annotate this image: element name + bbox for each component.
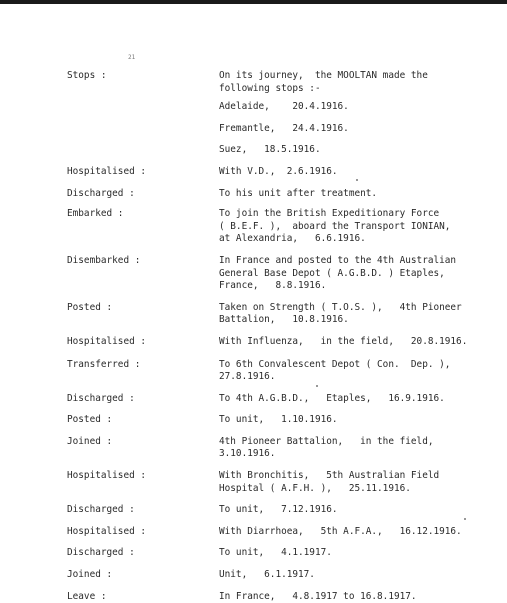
- entry-text: [219, 569, 499, 582]
- entry-text-line: 27.8.1916.: [219, 371, 276, 383]
- entry-text-line: ( B.E.F. ), aboard the Transport IONIAN,: [219, 220, 451, 232]
- entry-label: Hospitalised :: [67, 470, 147, 482]
- entry-label: Stops :: [67, 70, 107, 81]
- entry-text: [219, 436, 499, 461]
- entry-text-line: at Alexandria, 6.6.1916.: [219, 233, 366, 245]
- entry-label: Hospitalised :: [67, 165, 147, 177]
- entry-text-line: In France and posted to the 4th Australian: [219, 254, 457, 266]
- record-entry: [0, 504, 507, 517]
- entry-text: [219, 101, 499, 114]
- entry-text: [219, 144, 499, 157]
- entry-text-line: following stops :-: [219, 82, 321, 94]
- entry-text-line: Adelaide, 20.4.1916.: [219, 101, 349, 113]
- record-entry: [0, 470, 507, 495]
- entry-label: Discharged :: [67, 392, 135, 404]
- entry-text: [219, 208, 499, 246]
- record-entry: [0, 166, 507, 179]
- entry-text-line: General Base Depot ( A.G.B.D. ) Etaples,: [219, 267, 445, 279]
- top-edge-rule: [0, 0, 507, 4]
- record-entry: [0, 359, 507, 384]
- entry-text-line: With Influenza, in the field, 20.8.1916.: [219, 335, 468, 347]
- entry-text: [219, 302, 499, 327]
- entry-text: [219, 123, 499, 136]
- entry-label: Leave :: [67, 590, 107, 602]
- record-entry: [0, 547, 507, 560]
- record-entry: [0, 569, 507, 582]
- record-entry: [0, 302, 507, 327]
- record-entry: [0, 123, 507, 136]
- entry-label: Hospitalised :: [67, 335, 147, 347]
- entry-text: [219, 336, 499, 349]
- entry-text-line: Unit, 6.1.1917.: [219, 569, 315, 581]
- entry-text: [219, 255, 499, 293]
- record-entry: [0, 70, 507, 95]
- entry-text-line: To his unit after treatment.: [219, 187, 378, 199]
- entry-text: [219, 470, 499, 495]
- entry-text-line: 3.10.1916.: [219, 448, 276, 460]
- record-entry: [0, 591, 507, 603]
- entry-text-line: To join the British Expeditionary Force: [219, 208, 440, 220]
- entry-text-line: Fremantle, 24.4.1916.: [219, 122, 349, 134]
- entry-text: [219, 70, 499, 95]
- entry-label: Posted :: [67, 414, 113, 426]
- entry-text-line: To unit, 1.10.1916.: [219, 414, 338, 426]
- entry-text-line: With Bronchitis, 5th Australian Field: [219, 470, 440, 482]
- entry-label: Embarked :: [67, 208, 124, 220]
- entry-text: [219, 547, 499, 560]
- record-entry: [0, 208, 507, 246]
- record-entry: [0, 393, 507, 406]
- entry-label: Disembarked :: [67, 254, 141, 266]
- entry-label: Joined :: [67, 569, 113, 581]
- record-entry: [0, 436, 507, 461]
- entry-text: [219, 591, 499, 603]
- entry-text: [219, 359, 499, 384]
- entry-text-line: Suez, 18.5.1916.: [219, 144, 321, 156]
- entry-text-line: With V.D., 2.6.1916.: [219, 165, 338, 177]
- entry-text: [219, 166, 499, 179]
- entry-label: Transferred :: [67, 358, 141, 370]
- entry-text-line: In France, 4.8.1917 to 16.8.1917.: [219, 590, 417, 602]
- entry-text: [219, 188, 499, 201]
- record-entry: [0, 255, 507, 293]
- record-entry: [0, 414, 507, 427]
- entry-text-line: Battalion, 10.8.1916.: [219, 314, 349, 326]
- ink-speck: [316, 385, 318, 387]
- record-entry: [0, 188, 507, 201]
- entry-text: [219, 504, 499, 517]
- entry-text-line: To 6th Convalescent Depot ( Con. Dep. ),: [219, 358, 451, 370]
- page-mark: 21: [128, 54, 136, 61]
- entry-label: Discharged :: [67, 187, 135, 199]
- record-entry: [0, 101, 507, 114]
- entry-label: Joined :: [67, 435, 113, 447]
- entry-label: Discharged :: [67, 504, 135, 516]
- entry-label: Discharged :: [67, 547, 135, 559]
- record-entry: [0, 144, 507, 157]
- record-entry: [0, 526, 507, 539]
- service-record-document: [0, 70, 507, 603]
- entry-text-line: Taken on Strength ( T.O.S. ), 4th Pioneer: [219, 301, 462, 313]
- entry-text-line: To 4th A.G.B.D., Etaples, 16.9.1916.: [219, 392, 445, 404]
- entry-text-line: To unit, 4.1.1917.: [219, 547, 332, 559]
- entry-text: [219, 393, 499, 406]
- ink-speck: [464, 518, 466, 520]
- entry-label: Hospitalised :: [67, 525, 147, 537]
- entry-text-line: France, 8.8.1916.: [219, 280, 327, 292]
- entry-text-line: Hospital ( A.F.H. ), 25.11.1916.: [219, 482, 411, 494]
- entry-text-line: 4th Pioneer Battalion, in the field,: [219, 435, 434, 447]
- entry-text: [219, 414, 499, 427]
- entry-text-line: With Diarrhoea, 5th A.F.A., 16.12.1916.: [219, 525, 462, 537]
- record-entry: [0, 336, 507, 349]
- entry-label: Posted :: [67, 301, 113, 313]
- ink-speck: [356, 179, 358, 181]
- entry-text-line: On its journey, the MOOLTAN made the: [219, 70, 428, 81]
- entry-text: [219, 526, 499, 539]
- entry-text-line: To unit, 7.12.1916.: [219, 504, 338, 516]
